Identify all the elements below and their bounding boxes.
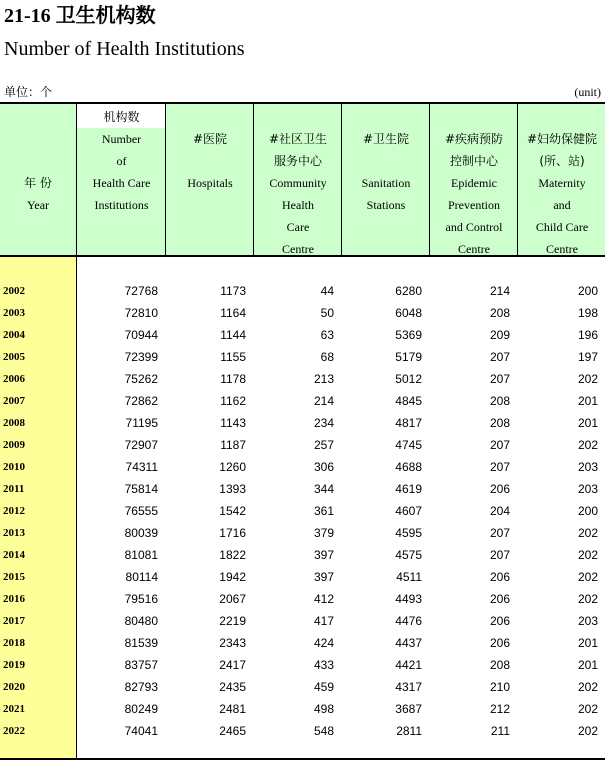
cell-year: 2011	[3, 483, 25, 495]
table-row	[0, 544, 605, 566]
cell-community: 344	[313, 482, 334, 496]
cell-maternity: 203	[577, 482, 598, 496]
cell-community: 50	[320, 306, 334, 320]
header-label-cn: #卫生院	[362, 132, 410, 146]
cell-community: 306	[313, 460, 334, 474]
header-label-en: Hospitals	[187, 176, 233, 190]
cell-hospitals: 1155	[220, 350, 246, 364]
cell-sanitation: 6048	[395, 306, 422, 320]
header-sanitation	[341, 104, 430, 255]
header-year	[0, 104, 76, 255]
header-label-cn: 机构数	[103, 110, 140, 124]
cell-year: 2014	[3, 549, 25, 561]
cell-total: 72768	[124, 284, 158, 298]
header-label-cn: 年 份	[24, 176, 52, 190]
cell-total: 74041	[124, 724, 158, 738]
table-row	[0, 654, 605, 676]
cell-epidemic: 207	[489, 526, 510, 540]
header-hospitals	[165, 104, 254, 255]
table-row	[0, 676, 605, 698]
cell-sanitation: 4607	[395, 504, 422, 518]
header-maternity	[517, 104, 605, 255]
cell-maternity: 202	[577, 592, 598, 606]
cell-total: 72907	[124, 438, 158, 452]
unit-label-cn: 单位：个	[4, 85, 53, 99]
header-label-en: Child Care	[535, 220, 589, 234]
cell-total: 70944	[124, 328, 158, 342]
header-total	[76, 104, 166, 255]
cell-maternity: 196	[577, 328, 598, 342]
cell-total: 75262	[124, 372, 158, 386]
header-label-cn: #社区卫生	[268, 132, 328, 146]
table-row	[0, 610, 605, 632]
cell-year: 2010	[3, 461, 25, 473]
cell-total: 81539	[124, 636, 158, 650]
cell-year: 2008	[3, 417, 25, 429]
header-label-en: Number	[101, 132, 142, 146]
cell-total: 79516	[124, 592, 158, 606]
cell-maternity: 201	[577, 394, 598, 408]
header-label-en: Community	[269, 176, 327, 190]
cell-hospitals: 1162	[220, 394, 246, 408]
cell-year: 2013	[3, 527, 25, 539]
cell-maternity: 200	[577, 504, 598, 518]
cell-epidemic: 206	[489, 592, 510, 606]
cell-year: 2012	[3, 505, 25, 517]
table-row	[0, 588, 605, 610]
header-label-en: Sanitation	[361, 176, 411, 190]
cell-hospitals: 1144	[220, 328, 246, 342]
header-label-cn: #医院	[192, 132, 228, 146]
table-body	[0, 280, 605, 742]
cell-epidemic: 207	[489, 350, 510, 364]
cell-sanitation: 3687	[395, 702, 422, 716]
cell-hospitals: 2067	[219, 592, 246, 606]
header-label-en: and Control	[445, 220, 503, 234]
cell-sanitation: 4421	[395, 658, 422, 672]
cell-community: 257	[313, 438, 334, 452]
cell-year: 2005	[3, 351, 25, 363]
cell-total: 74311	[125, 460, 158, 474]
cell-epidemic: 214	[489, 284, 510, 298]
cell-epidemic: 207	[489, 438, 510, 452]
cell-community: 459	[313, 680, 334, 694]
header-label-en: Year	[26, 198, 50, 212]
cell-community: 424	[313, 636, 334, 650]
cell-maternity: 202	[577, 702, 598, 716]
header-label-en: Maternity	[538, 176, 586, 190]
header-label-en: of	[116, 154, 127, 168]
cell-hospitals: 2435	[219, 680, 246, 694]
cell-total: 76555	[124, 504, 158, 518]
cell-year: 2015	[3, 571, 25, 583]
cell-community: 379	[313, 526, 334, 540]
table-bottom-rule	[0, 758, 605, 760]
cell-epidemic: 212	[489, 702, 510, 716]
cell-community: 397	[313, 570, 334, 584]
cell-total: 81081	[124, 548, 158, 562]
cell-total: 71195	[125, 416, 158, 430]
cell-epidemic: 204	[489, 504, 510, 518]
cell-sanitation: 4595	[395, 526, 422, 540]
header-label-cn: #疾病预防	[444, 132, 504, 146]
cell-community: 44	[320, 284, 334, 298]
cell-epidemic: 208	[489, 394, 510, 408]
cell-sanitation: 4817	[395, 416, 422, 430]
table-row	[0, 522, 605, 544]
cell-epidemic: 211	[490, 724, 510, 738]
cell-year: 2007	[3, 395, 25, 407]
table-row	[0, 390, 605, 412]
table-row	[0, 302, 605, 324]
cell-year: 2002	[3, 285, 25, 297]
cell-community: 548	[313, 724, 334, 738]
cell-epidemic: 207	[489, 372, 510, 386]
cell-sanitation: 5012	[395, 372, 422, 386]
cell-epidemic: 207	[489, 548, 510, 562]
cell-sanitation: 4619	[395, 482, 422, 496]
cell-maternity: 202	[577, 438, 598, 452]
header-label-en: and	[553, 198, 571, 212]
header-label-en: Epidemic	[451, 176, 497, 190]
cell-community: 397	[313, 548, 334, 562]
table-title: 21-16 卫生机构数	[4, 5, 156, 27]
cell-year: 2009	[3, 439, 25, 451]
cell-total: 80114	[125, 570, 158, 584]
table-row	[0, 456, 605, 478]
header-epidemic	[429, 104, 518, 255]
header-label-en: Health	[282, 198, 314, 212]
header-label-en: Centre	[546, 242, 578, 256]
cell-total: 72399	[124, 350, 158, 364]
cell-total: 83757	[124, 658, 158, 672]
cell-sanitation: 5369	[395, 328, 422, 342]
table-row	[0, 698, 605, 720]
header-label-en: Centre	[458, 242, 490, 256]
cell-maternity: 203	[577, 614, 598, 628]
cell-epidemic: 208	[489, 416, 510, 430]
cell-epidemic: 206	[489, 614, 510, 628]
cell-epidemic: 206	[489, 482, 510, 496]
cell-year: 2017	[3, 615, 25, 627]
cell-total: 75814	[124, 482, 158, 496]
cell-year: 2004	[3, 329, 25, 341]
cell-total: 80480	[124, 614, 158, 628]
table-row	[0, 280, 605, 302]
cell-hospitals: 2481	[219, 702, 246, 716]
cell-hospitals: 2465	[219, 724, 246, 738]
unit-label-en: (unit)	[574, 85, 601, 99]
cell-maternity: 201	[577, 416, 598, 430]
cell-year: 2003	[3, 307, 25, 319]
cell-sanitation: 4688	[395, 460, 422, 474]
header-community	[253, 104, 342, 255]
cell-hospitals: 2417	[219, 658, 246, 672]
table-row	[0, 566, 605, 588]
cell-hospitals: 1187	[220, 438, 246, 452]
cell-maternity: 202	[577, 372, 598, 386]
table-row	[0, 412, 605, 434]
cell-epidemic: 206	[489, 636, 510, 650]
cell-maternity: 202	[577, 526, 598, 540]
cell-year: 2022	[3, 725, 25, 737]
cell-total: 72810	[124, 306, 158, 320]
cell-year: 2019	[3, 659, 25, 671]
header-label-en: Care	[286, 220, 310, 234]
cell-total: 82793	[124, 680, 158, 694]
cell-community: 234	[313, 416, 334, 430]
cell-epidemic: 208	[489, 306, 510, 320]
table-row	[0, 500, 605, 522]
header-label-cn: (所、站)	[539, 154, 585, 168]
header-label-cn: #妇幼保健院	[526, 132, 598, 146]
cell-community: 498	[313, 702, 334, 716]
cell-maternity: 200	[577, 284, 598, 298]
cell-maternity: 198	[577, 306, 598, 320]
cell-hospitals: 1164	[220, 306, 246, 320]
cell-sanitation: 4317	[395, 680, 422, 694]
cell-sanitation: 4575	[395, 548, 422, 562]
table-subtitle: Number of Health Institutions	[4, 38, 245, 60]
cell-maternity: 201	[577, 636, 598, 650]
cell-hospitals: 1942	[219, 570, 246, 584]
cell-maternity: 202	[577, 724, 598, 738]
cell-epidemic: 210	[489, 680, 510, 694]
cell-community: 412	[313, 592, 334, 606]
table-row	[0, 324, 605, 346]
cell-maternity: 197	[577, 350, 598, 364]
cell-hospitals: 2343	[219, 636, 246, 650]
cell-hospitals: 1143	[220, 416, 246, 430]
table-row	[0, 720, 605, 742]
table-row	[0, 434, 605, 456]
cell-epidemic: 209	[489, 328, 510, 342]
cell-sanitation: 4493	[395, 592, 422, 606]
cell-maternity: 201	[577, 658, 598, 672]
cell-hospitals: 1393	[219, 482, 246, 496]
cell-sanitation: 5179	[395, 350, 422, 364]
cell-total: 80249	[124, 702, 158, 716]
cell-total: 80039	[124, 526, 158, 540]
header-label-en: Prevention	[448, 198, 500, 212]
cell-hospitals: 2219	[219, 614, 246, 628]
cell-maternity: 203	[577, 460, 598, 474]
cell-maternity: 202	[577, 680, 598, 694]
cell-community: 214	[313, 394, 334, 408]
cell-total: 72862	[124, 394, 158, 408]
cell-sanitation: 4437	[395, 636, 422, 650]
cell-epidemic: 208	[489, 658, 510, 672]
cell-year: 2016	[3, 593, 25, 605]
cell-sanitation: 4845	[395, 394, 422, 408]
cell-hospitals: 1542	[219, 504, 246, 518]
cell-hospitals: 1716	[219, 526, 246, 540]
cell-year: 2020	[3, 681, 25, 693]
cell-community: 213	[313, 372, 334, 386]
cell-epidemic: 207	[489, 460, 510, 474]
cell-community: 68	[320, 350, 334, 364]
cell-hospitals: 1822	[219, 548, 246, 562]
table-row	[0, 368, 605, 390]
table-row	[0, 632, 605, 654]
cell-sanitation: 4511	[396, 570, 422, 584]
cell-hospitals: 1260	[219, 460, 246, 474]
cell-year: 2018	[3, 637, 25, 649]
table-row	[0, 346, 605, 368]
cell-maternity: 202	[577, 570, 598, 584]
cell-hospitals: 1173	[220, 284, 246, 298]
cell-sanitation: 6280	[395, 284, 422, 298]
header-label-en: Institutions	[94, 198, 149, 212]
table-row	[0, 478, 605, 500]
header-label-en: Health Care	[92, 176, 151, 190]
cell-year: 2006	[3, 373, 25, 385]
cell-community: 417	[313, 614, 334, 628]
header-label-en: Centre	[282, 242, 314, 256]
cell-hospitals: 1178	[220, 372, 246, 386]
cell-maternity: 202	[577, 548, 598, 562]
cell-epidemic: 206	[489, 570, 510, 584]
cell-sanitation: 4476	[395, 614, 422, 628]
header-label-cn: 服务中心	[273, 154, 322, 168]
cell-community: 63	[320, 328, 334, 342]
cell-year: 2021	[3, 703, 25, 715]
header-label-en: Stations	[366, 198, 406, 212]
cell-sanitation: 2811	[396, 724, 422, 738]
header-label-cn: 控制中心	[449, 154, 498, 168]
cell-community: 361	[313, 504, 334, 518]
cell-sanitation: 4745	[395, 438, 422, 452]
cell-community: 433	[313, 658, 334, 672]
table-header	[0, 102, 605, 257]
